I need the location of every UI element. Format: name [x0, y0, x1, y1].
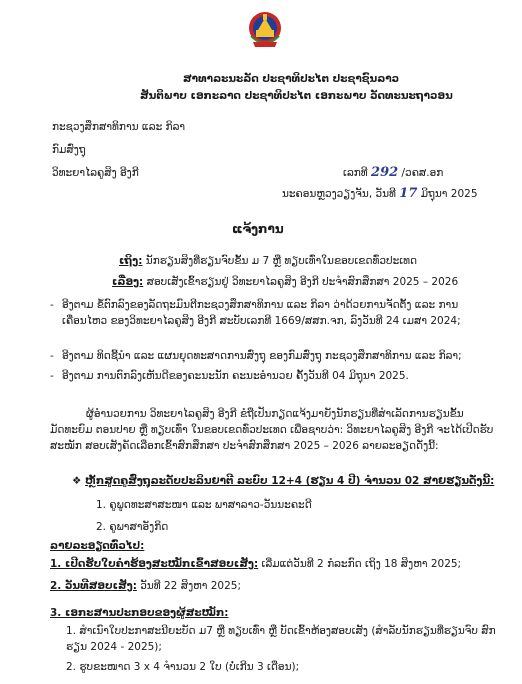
reference-number — [343, 166, 443, 180]
national-emblem-icon — [247, 6, 283, 74]
subject-label: ເລື່ອງ: — [112, 276, 144, 288]
subject-line — [112, 275, 458, 289]
national-header-line-1: ສາທາລະນະລັດ ປະຊາທິປະໄຕ ປະຊາຊົນລາວ — [183, 73, 400, 85]
subject-text: ສອບເສັງເຂົ້າຮຽນຢູ່ ວິທະຍາໄລຄູສິງ ອີງກີ ປະຈຳສົກສຶກສາ 2025 – 2026 — [146, 276, 459, 288]
date-prefix: ນະຄອນຫຼວງວຽງຈັນ, ວັນທີ — [282, 188, 396, 200]
document-date — [282, 187, 478, 201]
documents-item-1: 1. ສຳເນົາໃບປະກາສະນີຍະບັດ ມ7 ຫຼື ທຽບເທົ່າ ຫຼື ບັດເຂົ້າຫ້ອງສອບເສັງ (ສຳລັບນັກຮຽນທີ່ຮຽນຈົບ ສົກຮຽນ 2024 - 2025); — [66, 625, 496, 653]
reference-handwritten-number: 292 — [371, 165, 399, 180]
recipient-line — [119, 254, 417, 268]
details-heading: ລາຍລະອຽດທົ່ວໄປ: — [50, 540, 145, 552]
reference-label: ເລກທີ — [343, 167, 368, 179]
ministry-name: ກະຊວງສຶກສາທິການ ແລະ ກິລາ — [52, 121, 186, 133]
documents-item-2: 2. ຮູບຂະໜາດ 3 x 4 ຈຳນວນ 2 ໃບ (ບໍ່ເກີນ 3 ເດືອນ); — [66, 661, 300, 673]
intro-paragraph: ຜູ້ອຳນວຍການ ວິທະຍາໄລຄູສິງ ອີງກີ ຂໍຖືເປັນກຽດແຈ້ງມາຍັງນັກຮຽນທີ່ສຳເລັດການຮຽນຂັ້ນມັດທະຍົມ ຕອນປາຍ ຫຼື ທຽບເທົ່າ ໃນຂອບເຂດທົ່ວປະເທດ ເພື່ອຊາບວ່າ: ວິທະຍາໄລຄູສິງ ອີງກີ ຈະໄດ້ເປີດຮັບສະໝັກ ສອບເສັງຄັດເລືອກເຂົ້າສົກສຶກສາ ປະຈຳສົກສຶກສາ 2025 – 2026 ລາຍລະອຽດດັ່ງນີ້: — [50, 408, 494, 452]
reference-suffix: /ວຄສ.ອກ — [401, 167, 444, 179]
reference-item-1: - ອີງຕາມ ຂໍ້ຕົກລົງຂອງລັດຖະມົນຕີກະຊວງສຶກສາທິການ ແລະ ກິລາ ວ່າດ້ວຍການຈັດຕັ້ງ ແລະ ການເຄື່ອນໄຫວ ຂອງວິທະຍາໄລຄູສິງ ອີງກີ ສະບັບເລກທີ 1669/ສສກ.ຈກ, ລົງວັນທີ 24 ເມສາ 2024; — [50, 299, 461, 327]
department-name: ກົມສົ່ງຖຸ — [52, 144, 86, 156]
date-rest: ມິຖຸນາ 2025 — [420, 188, 478, 200]
details-item-2: 2. ວັນທີສອບເສັງ: ວັນທີ 22 ສິງຫາ 2025; — [50, 580, 242, 592]
recipient-text: ນັກຮຽນສິງທີ່ຮຽນຈົບຂັ້ນ ມ 7 ຫຼື ທຽບເທົ່າໃນຂອບເຂດທົ່ວປະເທດ — [145, 255, 418, 267]
reference-item-2: - ອີງຕາມ ທິດຊີ້ນຳ ແລະ ແຜນຍຸດທະສາດການສົ່ງຖຸ ຂອງກົມສົ່ງຖຸ ກະຊວງສຶກສາທິການ ແລະ ກິລາ; — [50, 350, 462, 362]
reference-item-3: - ອີງຕາມ ການຕົກລົງເຫັນດີຂອງຄະນະນັກ ຄະນະອຳນວຍ ຄັ້ງວັນທີ 04 ມິຖຸນາ 2025. — [50, 370, 409, 382]
program-item-1: 1. ຄູພູດທະສາສະໜາ ແລະ ພາສາລາວ-ວັນນະຄະດີ — [96, 499, 312, 511]
national-header-line-2: ສັນຕິພາບ ເອກະລາດ ປະຊາທິປະໄຕ ເອກະພາບ ວັດທະນະຖາວອນ — [140, 90, 453, 102]
college-name: ວິທະຍາໄລຄູສິງ ອີງກີ — [52, 167, 139, 179]
recipient-label: ເຖິງ: — [119, 255, 143, 267]
program-item-2: 2. ຄູພາສາອັງກິດ — [96, 521, 169, 533]
date-handwritten-day: 17 — [399, 186, 418, 201]
program-heading-text: ຫຼັກສູດຄູສົ່ງຖຸລະດັບປະລິນຍາຕີ ລະບົບ 12+4 (ຮຽນ 4 ປີ) ຈຳນວນ 02 ສາຍຮຽນດັ່ງນີ້: — [85, 475, 495, 487]
diamond-bullet-icon: ❖ — [72, 475, 82, 487]
details-item-1: 1. ເປີດຮັບໃບຄຳຮ້ອງສະໝັກເຂົ້າສອບເສັງ: ເລີ່ມແຕ່ວັນທີ 2 ກໍລະກົດ ເຖິງ 18 ສິງຫາ 2025; — [50, 558, 462, 570]
program-heading — [72, 474, 494, 488]
document-title: ແຈ້ງການ — [232, 222, 284, 236]
documents-heading: 3. ເອກະສານປະກອບຂອງຜູ້ສະໝັກ: — [50, 607, 229, 619]
